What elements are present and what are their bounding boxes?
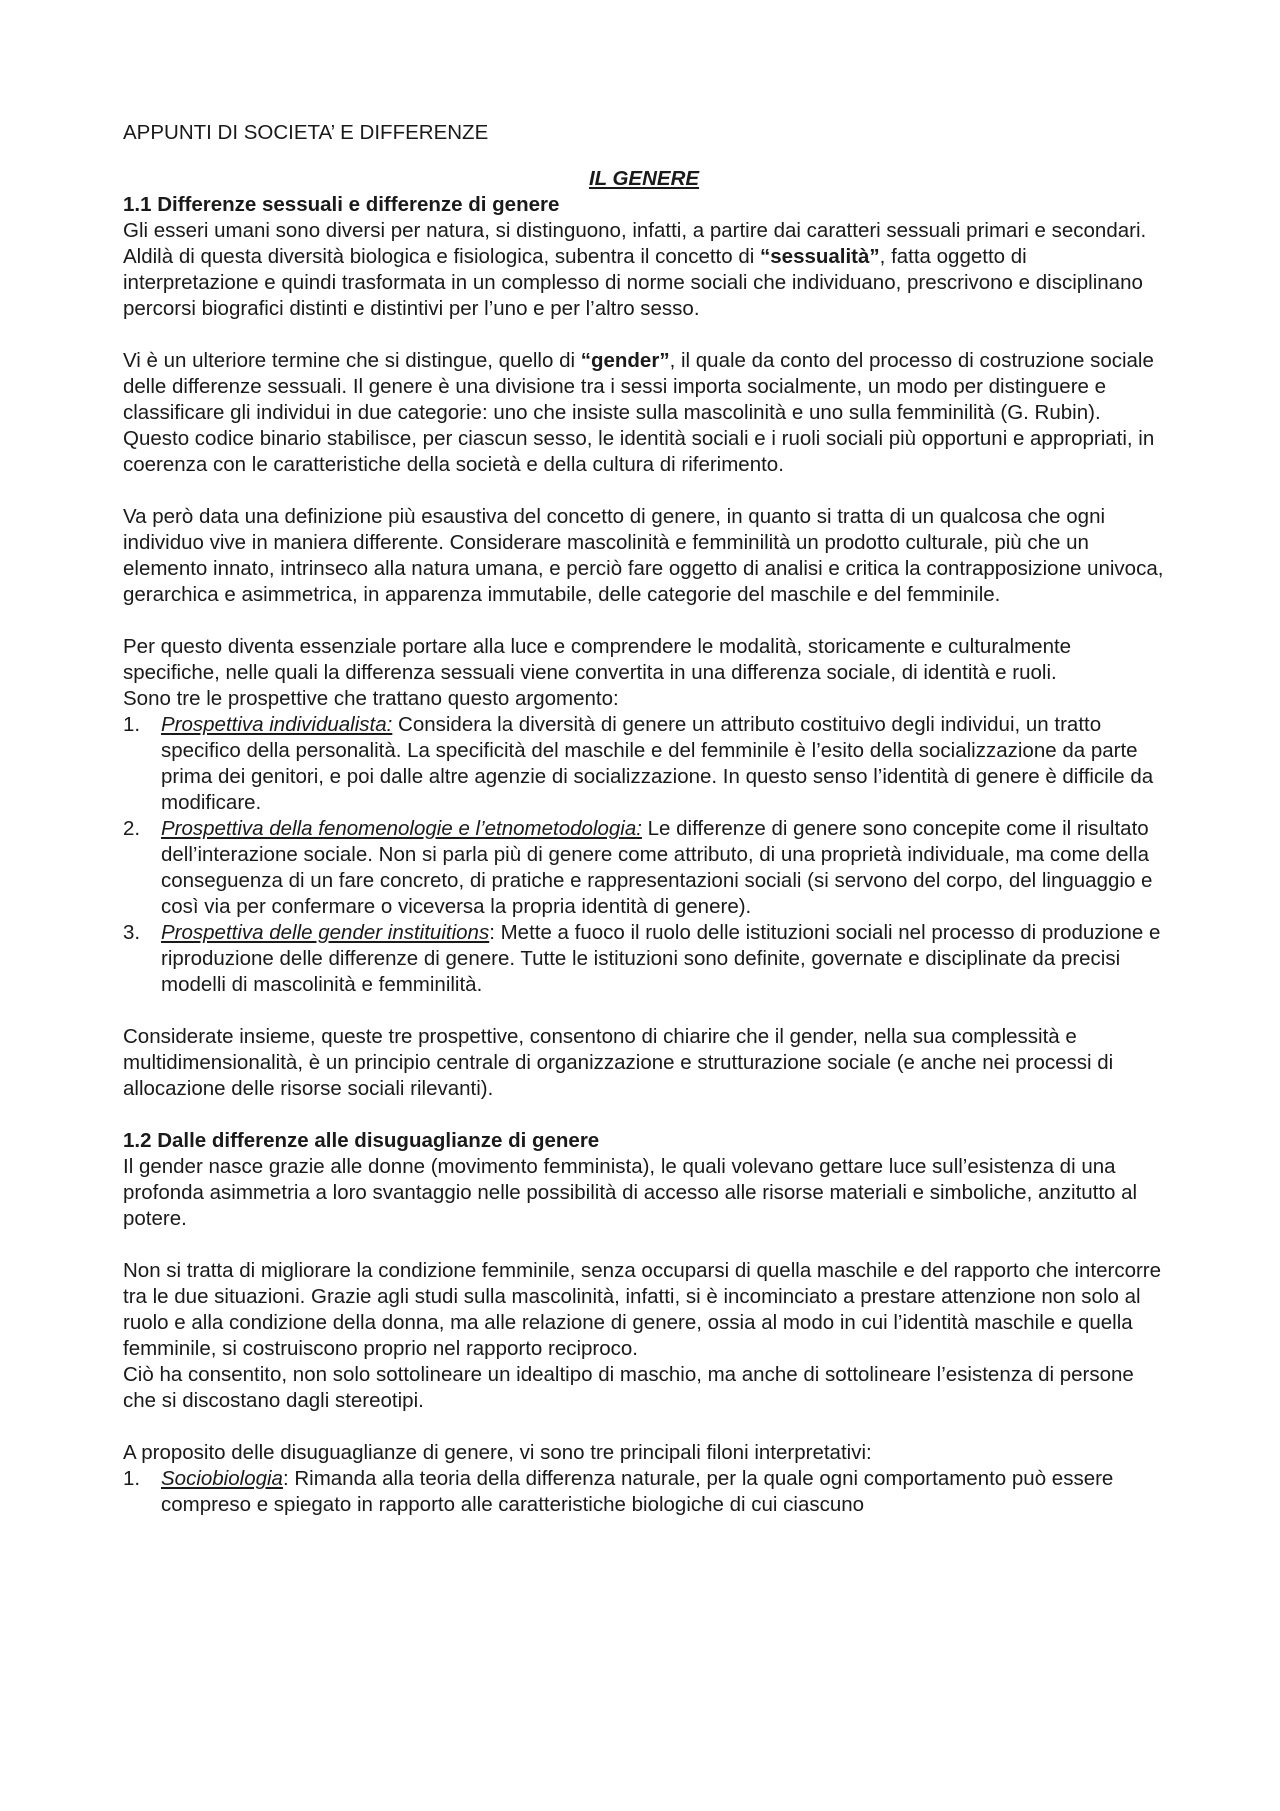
paragraph-text: , fatta oggetto di interpretazione e quindi trasformata in un complesso di norme sociali che individuano, prescrivono e disciplinano percorsi biografici distinti e distintivi per l’uno e per l’altro sesso. bbox=[123, 245, 1143, 320]
perspectives-list bbox=[123, 712, 1165, 998]
bold-term: “gender” bbox=[580, 349, 670, 372]
list-item-text: Le differenze di genere sono concepite come il risultato dell’interazione sociale. Non si parla più di genere come attributo, di una proprietà individuale, ma come della conseguenza di un fare concreto, di pratiche e rappresentazioni sociali (si servono del corpo, del linguaggio e così via per confermare o viceversa la propria identità di genere). bbox=[161, 817, 1153, 918]
list-item-text: : Rimanda alla teoria della differenza naturale, per la quale ogni comportamento può essere compreso e spiegato in rapporto alle caratteristiche biologiche di cui ciascuno bbox=[161, 1467, 1114, 1516]
list-item-label: Prospettiva individualista: bbox=[161, 713, 393, 736]
paragraph: Questo codice binario stabilisce, per ciascun sesso, le identità sociali e i ruoli sociali più opportuni e appropriati, in coerenza con le caratteristiche della società e della cultura di riferimento. bbox=[123, 427, 1155, 476]
interpretations-list bbox=[123, 1466, 1165, 1518]
paragraph bbox=[123, 218, 1165, 322]
list-item bbox=[123, 712, 1165, 816]
list-item-label: Prospettiva della fenomenologie e l’etnometodologia: bbox=[161, 817, 642, 840]
section-1-1 bbox=[123, 192, 1165, 1102]
paragraph: Sono tre le prospettive che trattano questo argomento: bbox=[123, 687, 619, 710]
paragraph: Per questo diventa essenziale portare alla luce e comprendere le modalità, storicamente e culturalmente specifiche, nelle quali la differenza sessuali viene convertita in una differenza sociale, di identità e ruoli. bbox=[123, 635, 1072, 684]
list-item-label: Sociobiologia bbox=[161, 1467, 283, 1490]
list-item-text: Considera la diversità di genere un attributo costituivo degli individui, un tratto specifico della personalità. La specificità del maschile e del femminile è l’esito della socializzazione da parte prima dei genitori, e poi dalle altre agenzie di socializzazione. In questo senso l’identità di genere è difficile da modificare. bbox=[161, 713, 1154, 814]
list-item bbox=[123, 920, 1165, 998]
list-item-text: : Mette a fuoco il ruolo delle istituzioni sociali nel processo di produzione e riproduzione delle differenze di genere. Tutte le istituzioni sono definite, governate e disciplinate da precisi modelli di mascolinità e femminilità. bbox=[161, 921, 1161, 996]
paragraph: Ciò ha consentito, non solo sottolineare un idealtipo di maschio, ma anche di sottolineare l’esistenza di persone che si discostano dagli stereotipi. bbox=[123, 1363, 1134, 1412]
section-1-2 bbox=[123, 1128, 1165, 1518]
list-item-label: Prospettiva delle gender instituitions bbox=[161, 921, 490, 944]
list-number: 1. bbox=[123, 713, 141, 736]
section-heading: 1.2 Dalle differenze alle disuguaglianze di genere bbox=[123, 1129, 600, 1152]
paragraph: Va però data una definizione più esaustiva del concetto di genere, in quanto si tratta di un qualcosa che ogni individuo vive in maniera differente. Considerare mascolinità e femminilità un prodotto culturale, più che un elemento innato, intrinseco alla natura umana, e perciò fare oggetto di analisi e critica la contrapposizione univoca, gerarchica e asimmetrica, in apparenza immutabile, delle categorie del maschile e del femminile. bbox=[123, 505, 1164, 606]
paragraph: Considerate insieme, queste tre prospettive, consentono di chiarire che il gender, nella sua complessità e multidimensionalità, è un principio centrale di organizzazione e strutturazione sociale (e anche nei processi di allocazione delle risorse sociali rilevanti). bbox=[123, 1025, 1114, 1100]
chapter-title: IL GENERE bbox=[588, 167, 700, 190]
paragraph: Non si tratta di migliorare la condizione femminile, senza occuparsi di quella maschile e del rapporto che intercorre tra le due situazioni. Grazie agli studi sulla mascolinità, infatti, si è incominciato a prestare attenzione non solo al ruolo e alla condizione della donna, ma alle relazione di genere, ossia al modo in cui l’identità maschile e quella femminile, si costruiscono proprio nel rapporto reciproco. bbox=[123, 1259, 1162, 1360]
bold-term: “sessualità” bbox=[760, 245, 880, 268]
paragraph bbox=[123, 348, 1165, 426]
paragraph-text: Vi è un ulteriore termine che si distingue, quello di bbox=[123, 349, 581, 372]
list-number: 2. bbox=[123, 817, 141, 840]
paragraph-text: Gli esseri umani sono diversi per natura, si distinguono, infatti, a partire dai caratteri sessuali primari e secondari. Aldilà di questa diversità biologica e fisiologica, subentra il concetto di bbox=[123, 219, 1147, 268]
document-title: APPUNTI DI SOCIETA’ E DIFFERENZE bbox=[123, 121, 489, 144]
list-number: 1. bbox=[123, 1467, 141, 1490]
paragraph: A proposito delle disuguaglianze di genere, vi sono tre principali filoni interpretativi: bbox=[123, 1441, 872, 1464]
section-heading: 1.1 Differenze sessuali e differenze di genere bbox=[123, 193, 560, 216]
list-item bbox=[123, 816, 1165, 920]
list-number: 3. bbox=[123, 921, 141, 944]
list-item bbox=[123, 1466, 1165, 1518]
paragraph-text: , il quale da conto del processo di costruzione sociale delle differenze sessuali. Il genere è una divisione tra i sessi importa socialmente, un modo per distinguere e classificare gli individui in due categorie: uno che insiste sulla mascolinità e uno sulla femminilità (G. Rubin). bbox=[123, 349, 1154, 424]
paragraph: Il gender nasce grazie alle donne (movimento femminista), le quali volevano gettare luce sull’esistenza di una profonda asimmetria a loro svantaggio nelle possibilità di accesso alle risorse materiali e simboliche, anzitutto al potere. bbox=[123, 1155, 1138, 1230]
